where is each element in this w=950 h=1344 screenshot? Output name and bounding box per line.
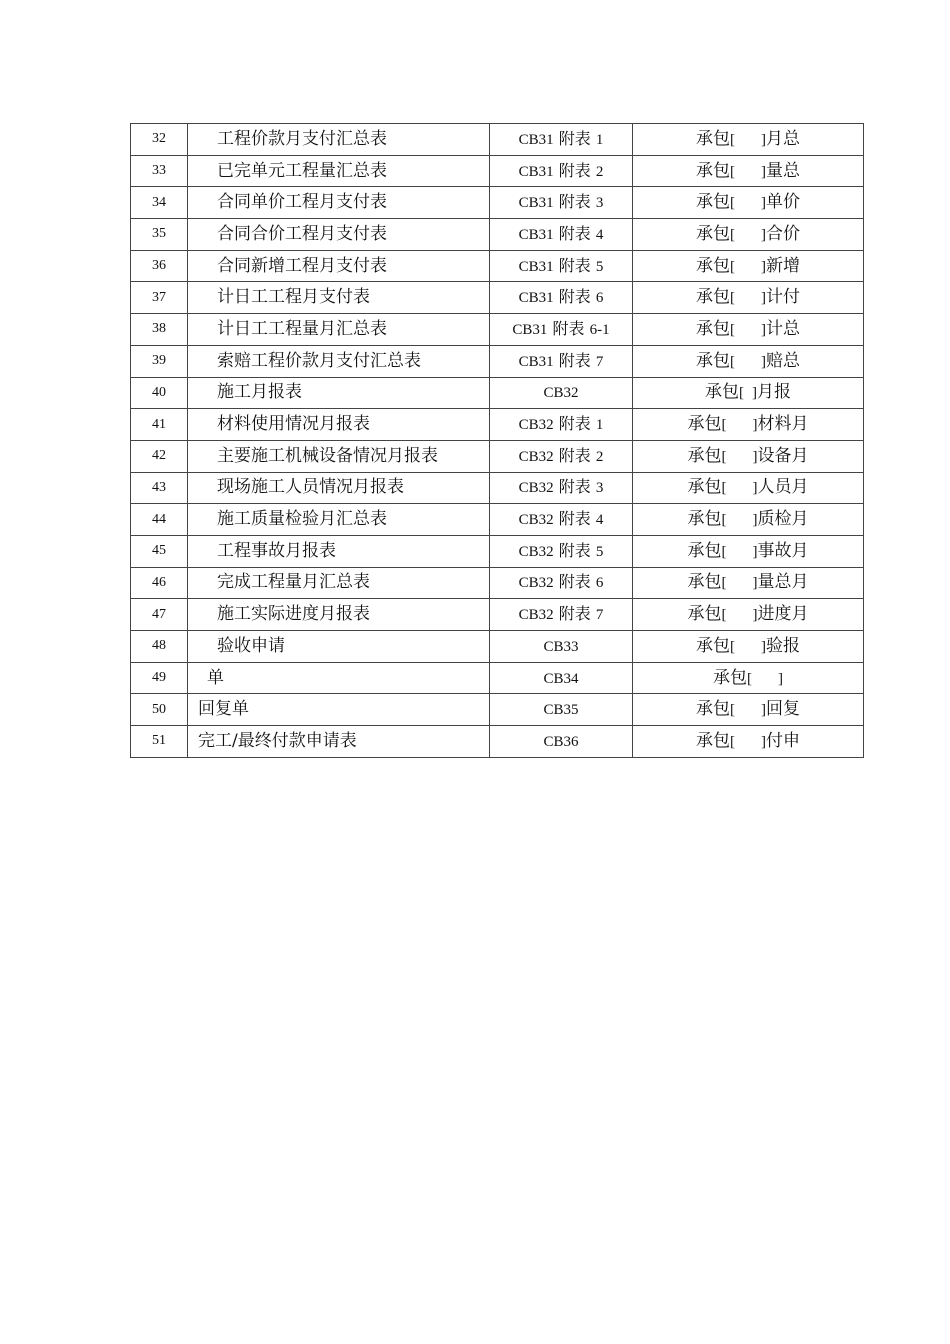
bracket-open: [ <box>730 226 735 243</box>
identifier-suffix: 事故月 <box>757 540 809 561</box>
row-number: 37 <box>131 282 188 314</box>
identifier-suffix: 计付 <box>766 287 800 308</box>
form-code <box>490 282 633 314</box>
identifier-prefix: 承包 <box>696 730 730 751</box>
row-number: 50 <box>131 694 188 726</box>
form-code <box>490 345 633 377</box>
form-name: 施工质量检验月汇总表 <box>188 504 490 536</box>
form-identifier <box>633 535 864 567</box>
document-table <box>130 123 864 758</box>
form-identifier <box>633 155 864 187</box>
form-code-series: CB35 <box>543 702 579 719</box>
form-code-series: CB32 <box>518 448 554 465</box>
form-code-attachment: 附表 <box>558 223 591 243</box>
table-row <box>131 599 864 631</box>
row-number: 34 <box>131 187 188 219</box>
form-name: 施工月报表 <box>188 377 490 409</box>
form-identifier <box>633 472 864 504</box>
table-body <box>131 124 864 758</box>
row-number: 47 <box>131 599 188 631</box>
bracket-close: ] <box>761 638 766 655</box>
identifier-suffix: 计总 <box>766 318 800 339</box>
form-code-index: 1 <box>595 417 604 434</box>
form-code-series: CB32 <box>518 575 554 592</box>
identifier-suffix: 量总月 <box>757 572 809 593</box>
row-number: 36 <box>131 250 188 282</box>
bracket-open: [ <box>730 353 735 370</box>
form-code <box>490 155 633 187</box>
form-code-attachment: 附表 <box>552 318 585 338</box>
table-row <box>131 662 864 694</box>
identifier-suffix: 新增 <box>766 255 800 276</box>
bracket-open: [ <box>721 417 727 434</box>
bracket-close: ] <box>761 163 766 180</box>
identifier-suffix: 人员月 <box>757 477 809 498</box>
form-identifier <box>633 504 864 536</box>
identifier-prefix: 承包 <box>687 572 722 593</box>
bracket-close: ] <box>761 258 766 275</box>
form-code-attachment: 附表 <box>558 287 591 307</box>
row-number: 40 <box>131 377 188 409</box>
form-identifier <box>633 345 864 377</box>
identifier-prefix: 承包 <box>696 287 730 308</box>
table-row <box>131 155 864 187</box>
form-code-series: CB31 <box>518 258 554 275</box>
form-code-attachment: 附表 <box>558 160 591 180</box>
form-code-index: 4 <box>595 512 604 529</box>
row-number: 46 <box>131 567 188 599</box>
identifier-prefix: 承包 <box>705 382 739 403</box>
form-code <box>490 314 633 346</box>
form-code-series: CB33 <box>543 638 579 655</box>
form-name: 回复单 <box>188 694 490 726</box>
form-name: 单 <box>188 662 490 694</box>
form-code <box>490 377 633 409</box>
identifier-prefix: 承包 <box>687 604 722 625</box>
form-code-series: CB32 <box>518 607 554 624</box>
form-code-attachment: 附表 <box>558 540 591 560</box>
row-number: 44 <box>131 504 188 536</box>
form-identifier <box>633 409 864 441</box>
form-code <box>490 567 633 599</box>
bracket-close: ] <box>752 512 758 529</box>
form-identifier <box>633 599 864 631</box>
bracket-close: ] <box>778 670 783 687</box>
form-code-attachment: 附表 <box>558 445 591 465</box>
form-name: 工程事故月报表 <box>188 535 490 567</box>
form-code-series: CB31 <box>518 290 554 307</box>
row-number: 39 <box>131 345 188 377</box>
bracket-open: [ <box>730 733 735 750</box>
form-code-series: CB32 <box>518 480 554 497</box>
identifier-prefix: 承包 <box>696 350 730 371</box>
identifier-suffix: 付申 <box>766 730 800 751</box>
form-code-attachment: 附表 <box>558 350 591 370</box>
bracket-close: ] <box>761 290 766 307</box>
form-identifier <box>633 662 864 694</box>
form-code-series: CB31 <box>512 321 548 338</box>
form-code-index: 1 <box>595 131 604 148</box>
identifier-suffix: 赔总 <box>766 350 800 371</box>
form-identifier <box>633 187 864 219</box>
bracket-close: ] <box>752 448 758 465</box>
identifier-suffix: 材料月 <box>757 414 809 435</box>
row-number: 32 <box>131 124 188 156</box>
form-code-index: 6 <box>595 575 604 592</box>
form-code <box>490 250 633 282</box>
row-number: 42 <box>131 440 188 472</box>
form-name: 施工实际进度月报表 <box>188 599 490 631</box>
identifier-prefix: 承包 <box>696 318 730 339</box>
form-name: 索赔工程价款月支付汇总表 <box>188 345 490 377</box>
table-row <box>131 567 864 599</box>
form-code-series: CB32 <box>518 417 554 434</box>
form-identifier <box>633 219 864 251</box>
form-name: 验收申请 <box>188 631 490 663</box>
bracket-open: [ <box>721 607 727 624</box>
form-identifier <box>633 440 864 472</box>
identifier-prefix: 承包 <box>687 477 722 498</box>
form-identifier <box>633 567 864 599</box>
row-number: 48 <box>131 631 188 663</box>
identifier-suffix: 月报 <box>757 382 791 403</box>
table-row <box>131 440 864 472</box>
form-code-series: CB32 <box>518 512 554 529</box>
form-code-index: 6 <box>595 290 604 307</box>
row-number: 35 <box>131 219 188 251</box>
bracket-open: [ <box>730 638 735 655</box>
table-row <box>131 219 864 251</box>
identifier-prefix: 承包 <box>696 635 730 656</box>
bracket-close: ] <box>752 575 758 592</box>
form-code-index: 2 <box>595 448 604 465</box>
form-identifier <box>633 282 864 314</box>
row-number: 33 <box>131 155 188 187</box>
form-code-index: 2 <box>595 163 604 180</box>
identifier-prefix: 承包 <box>696 223 730 244</box>
form-code-attachment: 附表 <box>558 414 591 434</box>
bracket-open: [ <box>721 543 727 560</box>
form-code-index: 7 <box>595 607 604 624</box>
table-row <box>131 345 864 377</box>
table-row <box>131 282 864 314</box>
form-name: 计日工工程量月汇总表 <box>188 314 490 346</box>
table-row <box>131 631 864 663</box>
form-code <box>490 694 633 726</box>
row-number: 43 <box>131 472 188 504</box>
form-code-index: 3 <box>595 480 604 497</box>
bracket-open: [ <box>721 448 727 465</box>
identifier-prefix: 承包 <box>687 509 722 530</box>
form-code-index: 5 <box>595 258 604 275</box>
form-code-index: 3 <box>595 195 604 212</box>
form-code-attachment: 附表 <box>558 604 591 624</box>
form-name: 主要施工机械设备情况月报表 <box>188 440 490 472</box>
bracket-close: ] <box>752 417 758 434</box>
identifier-prefix: 承包 <box>696 160 730 181</box>
form-name: 完成工程量月汇总表 <box>188 567 490 599</box>
form-identifier <box>633 726 864 758</box>
form-name: 现场施工人员情况月报表 <box>188 472 490 504</box>
form-code <box>490 631 633 663</box>
identifier-prefix: 承包 <box>696 255 730 276</box>
bracket-open: [ <box>730 702 735 719</box>
form-code-attachment: 附表 <box>558 128 591 148</box>
form-identifier <box>633 314 864 346</box>
form-code-series: CB31 <box>518 131 554 148</box>
form-code-series: CB32 <box>518 543 554 560</box>
form-code <box>490 535 633 567</box>
form-code-index: 6-1 <box>589 321 610 338</box>
bracket-open: [ <box>730 290 735 307</box>
form-code-attachment: 附表 <box>558 477 591 497</box>
identifier-prefix: 承包 <box>696 699 730 720</box>
bracket-open: [ <box>721 512 727 529</box>
form-name: 合同合价工程月支付表 <box>188 219 490 251</box>
identifier-prefix: 承包 <box>713 667 747 688</box>
identifier-suffix: 量总 <box>766 160 800 181</box>
form-code <box>490 726 633 758</box>
bracket-close: ] <box>761 226 766 243</box>
form-code-index: 4 <box>595 226 604 243</box>
identifier-suffix: 回复 <box>766 699 800 720</box>
table-row <box>131 377 864 409</box>
form-code-attachment: 附表 <box>558 192 591 212</box>
bracket-close: ] <box>752 607 758 624</box>
bracket-close: ] <box>761 321 766 338</box>
form-code-series: CB32 <box>543 385 579 402</box>
table-row <box>131 694 864 726</box>
form-code-series: CB31 <box>518 163 554 180</box>
table-row <box>131 504 864 536</box>
form-code-series: CB34 <box>543 670 579 687</box>
bracket-close: ] <box>761 195 766 212</box>
form-code-series: CB31 <box>518 353 554 370</box>
table-row <box>131 187 864 219</box>
bracket-close: ] <box>761 702 766 719</box>
form-code <box>490 599 633 631</box>
form-code-series: CB31 <box>518 195 554 212</box>
bracket-close: ] <box>752 543 758 560</box>
bracket-open: [ <box>730 195 735 212</box>
table-row <box>131 535 864 567</box>
form-identifier <box>633 377 864 409</box>
identifier-prefix: 承包 <box>687 540 722 561</box>
identifier-suffix: 设备月 <box>757 445 809 466</box>
identifier-prefix: 承包 <box>696 192 730 213</box>
table-row <box>131 314 864 346</box>
row-number: 45 <box>131 535 188 567</box>
identifier-suffix: 合价 <box>766 223 800 244</box>
form-name: 已完单元工程量汇总表 <box>188 155 490 187</box>
identifier-prefix: 承包 <box>687 414 722 435</box>
form-code-series: CB31 <box>518 226 554 243</box>
bracket-close: ] <box>752 385 757 402</box>
row-number: 49 <box>131 662 188 694</box>
identifier-prefix: 承包 <box>687 445 722 466</box>
row-number: 51 <box>131 726 188 758</box>
table-row <box>131 250 864 282</box>
form-code-index: 5 <box>595 543 604 560</box>
form-identifier <box>633 694 864 726</box>
form-code <box>490 504 633 536</box>
form-code <box>490 187 633 219</box>
bracket-open: [ <box>730 163 735 180</box>
row-number: 41 <box>131 409 188 441</box>
bracket-open: [ <box>730 321 735 338</box>
table-row <box>131 409 864 441</box>
form-name: 合同新增工程月支付表 <box>188 250 490 282</box>
form-code-attachment: 附表 <box>558 255 591 275</box>
form-identifier <box>633 250 864 282</box>
form-code-attachment: 附表 <box>558 572 591 592</box>
bracket-open: [ <box>721 575 727 592</box>
form-name: 完工/最终付款申请表 <box>188 726 490 758</box>
form-code <box>490 124 633 156</box>
bracket-close: ] <box>761 733 766 750</box>
identifier-prefix: 承包 <box>696 128 730 149</box>
form-code <box>490 440 633 472</box>
form-code <box>490 409 633 441</box>
form-name: 工程价款月支付汇总表 <box>188 124 490 156</box>
table-row <box>131 124 864 156</box>
bracket-close: ] <box>761 131 766 148</box>
form-code-index: 7 <box>595 353 604 370</box>
bracket-open: [ <box>747 670 752 687</box>
identifier-suffix: 单价 <box>766 192 800 213</box>
form-code <box>490 472 633 504</box>
table-row <box>131 726 864 758</box>
row-number: 38 <box>131 314 188 346</box>
bracket-open: [ <box>730 131 735 148</box>
form-code <box>490 219 633 251</box>
form-identifier <box>633 631 864 663</box>
bracket-open: [ <box>721 480 727 497</box>
form-name: 材料使用情况月报表 <box>188 409 490 441</box>
identifier-suffix: 进度月 <box>757 604 809 625</box>
bracket-open: [ <box>730 258 735 275</box>
form-code <box>490 662 633 694</box>
identifier-suffix: 月总 <box>766 128 800 149</box>
form-code-series: CB36 <box>543 733 579 750</box>
bracket-open: [ <box>739 385 744 402</box>
form-name: 合同单价工程月支付表 <box>188 187 490 219</box>
identifier-suffix: 质检月 <box>757 509 809 530</box>
form-code-attachment: 附表 <box>558 509 591 529</box>
bracket-close: ] <box>761 353 766 370</box>
form-name: 计日工工程月支付表 <box>188 282 490 314</box>
form-identifier <box>633 124 864 156</box>
identifier-suffix: 验报 <box>766 635 800 656</box>
bracket-close: ] <box>752 480 758 497</box>
table-row <box>131 472 864 504</box>
